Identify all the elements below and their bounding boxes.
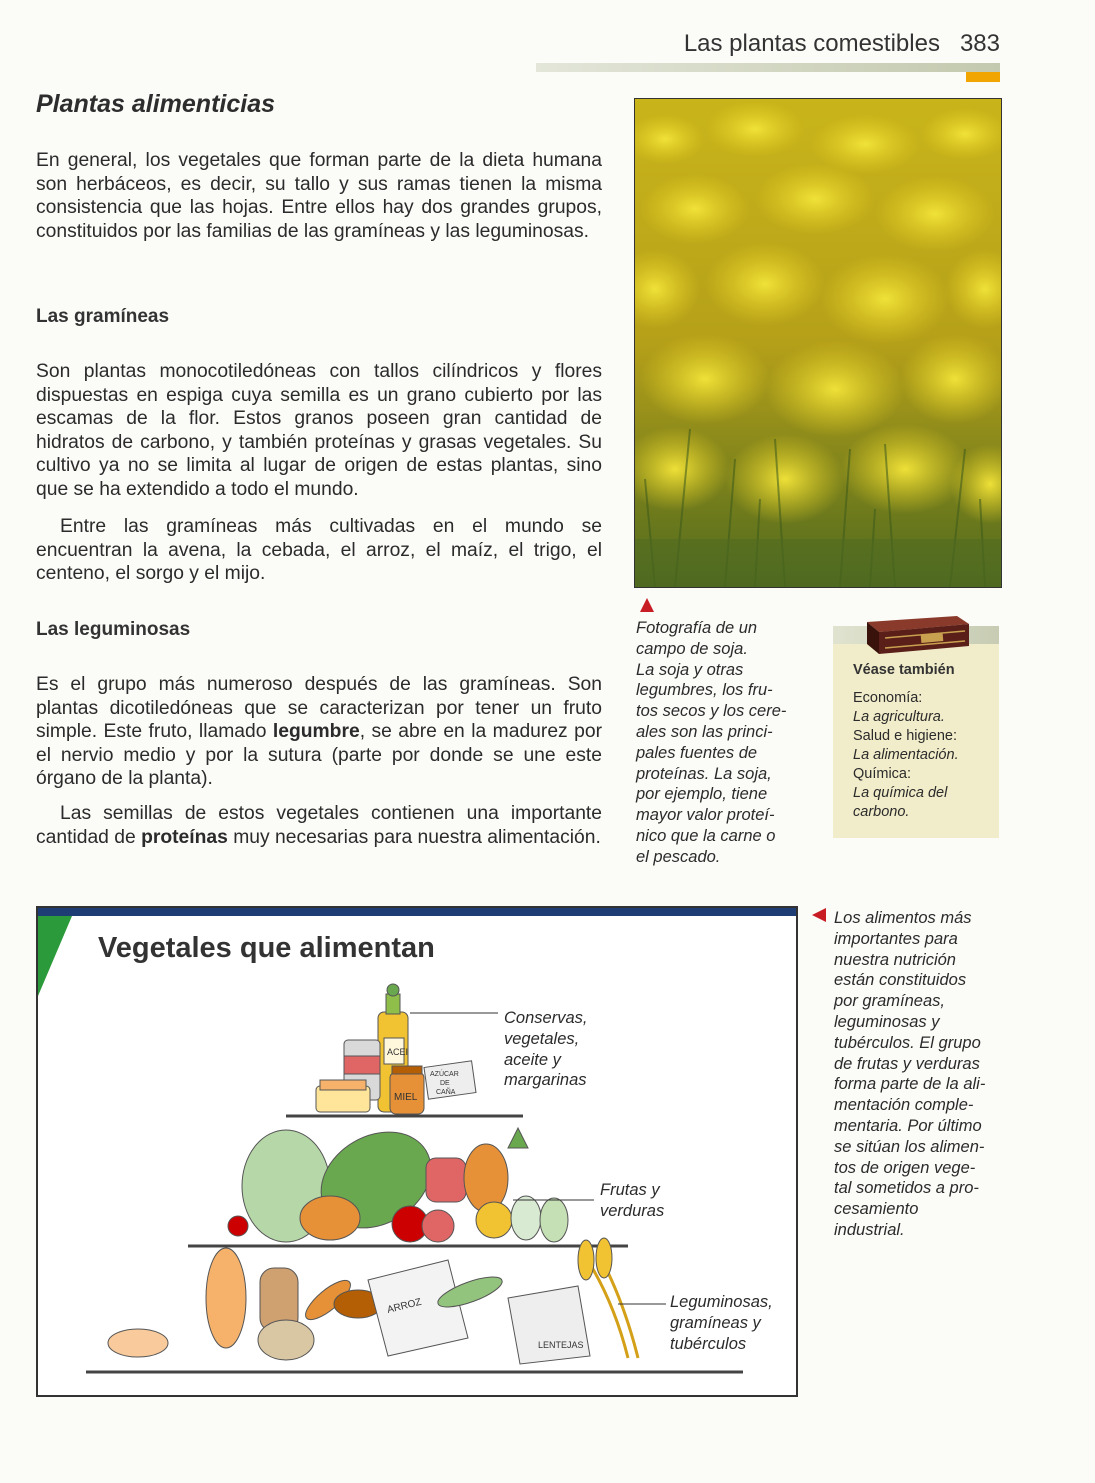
legumes-grains-group [108, 1238, 638, 1364]
caption-line: tos de origen vege- [834, 1158, 976, 1177]
caption-line: mentación comple- [834, 1096, 974, 1115]
see-also-link-quimica[interactable]: La química del [853, 785, 948, 801]
sugar-label-3: CAÑA [436, 1089, 456, 1096]
gramineas-paragraph-1: Son plantas monocotiledóneas con tallos cilíndricos y flores dispuestas en espiga cuya semilla es un grano cubierto por las escamas de la flor. Estos granos poseen gran cantidad de hidratos de carbono, y también proteínas y grasas vegetales. Su cultivo ya no se limita al lugar de origen de estas plantas, sino que se ha extendido a todo el mundo. [36, 361, 602, 500]
caption-line: proteínas. La soja, [636, 764, 772, 783]
corn [206, 1248, 246, 1348]
soy-field-illustration [635, 99, 1001, 587]
label-fruits [600, 1180, 664, 1222]
see-also-subject: Economía: [853, 690, 923, 706]
caption-line: ales son las princi- [636, 722, 773, 741]
intro-paragraph: En general, los vegetales que forman parte de la dieta humana son herbáceos, es decir, su tallo y sus ramas tienen la misma consistencia que las hojas. Entre ellos hay dos grandes grupos, constituidos por las familias de las gramíneas y las leguminosas. [36, 150, 602, 242]
label-legumes [670, 1292, 773, 1354]
see-also-list [853, 689, 959, 822]
side-caption-marker-icon [812, 908, 826, 922]
caption-line: se sitúan los alimen- [834, 1137, 985, 1156]
diagram-title: Vegetales que alimentan [98, 932, 435, 964]
leguminosas-paragraph-2 [36, 802, 602, 849]
caption-line: forma parte de la ali- [834, 1075, 986, 1094]
see-also-subject: Salud e higiene: [853, 728, 957, 744]
label-line: verduras [600, 1201, 665, 1220]
soy-field-photo [634, 98, 1002, 588]
caption-line: campo de soja. [636, 639, 748, 658]
rice-label: ARROZ [386, 1296, 423, 1316]
see-also-box [833, 612, 999, 838]
side-caption [834, 908, 1004, 1241]
caption-line: cesamiento [834, 1200, 919, 1219]
subheading-gramineas: Las gramíneas [36, 306, 170, 327]
label-line: gramíneas y [670, 1313, 761, 1332]
gramineas-paragraph-2: Entre las gramíneas más cultivadas en el mundo se encuentran la avena, la cebada, el arroz, el maíz, el trigo, el centeno, el sorgo y el mijo. [36, 516, 602, 584]
papaya [464, 1144, 508, 1212]
label-line: aceite y [504, 1050, 561, 1069]
preserves-group [316, 984, 476, 1114]
caption-line: Fotografía de un [636, 619, 758, 637]
text-run: , se abre en la madurez por el nervio medio y por la sutura (parte por donde se une este órgano de la planta). [36, 721, 602, 789]
label-line: vegetales, [504, 1029, 580, 1048]
pear-1 [511, 1196, 541, 1240]
running-header [540, 30, 1000, 58]
caption-line: industrial. [834, 1220, 905, 1239]
fruits-vegetables-group [228, 1113, 568, 1247]
leguminosas-paragraph-1 [36, 673, 602, 791]
food-pyramid-diagram [36, 906, 798, 1397]
see-also-link-alimentacion[interactable]: La alimentación. [853, 747, 959, 763]
caption-line: nuestra nutrición [834, 950, 956, 969]
peanuts [108, 1329, 168, 1357]
caption-line: tubérculos. El grupo [834, 1033, 981, 1052]
lentils-bag [508, 1286, 590, 1364]
see-also-subject: Química: [853, 766, 912, 782]
strawberry [228, 1216, 248, 1236]
pear-2 [540, 1198, 568, 1242]
lemon [476, 1202, 512, 1238]
sugar-label-1: AZÚCAR [430, 1071, 459, 1078]
mango [300, 1196, 360, 1240]
potato [258, 1320, 314, 1360]
text-run: Las semillas de estos vegetales contienen una importante cantidad de [36, 803, 602, 848]
caption-line: legumbres, los fru- [636, 681, 773, 700]
subheading-leguminosas: Las leguminosas [36, 619, 191, 640]
see-also-title: Véase también [853, 662, 955, 678]
caption-marker-icon [640, 598, 654, 612]
header-accent [966, 72, 1000, 82]
caption-line: por gramíneas, [834, 992, 945, 1011]
chapter-title: Las plantas comestibles [683, 30, 940, 57]
lentils-label: LENTEJAS [538, 1340, 584, 1350]
text-run: Es el grupo más numeroso después de las gramíneas. Son plantas dicotiledóneas que se caracterizan por tener un fruto simple. Este fruto, llamado [36, 674, 602, 742]
text-run: muy necesarias para nuestra alimentación. [227, 826, 601, 848]
label-line: Leguminosas, [670, 1293, 773, 1311]
caption-line: nico que la carne o [636, 826, 776, 845]
label-line: margarinas [504, 1071, 587, 1090]
keyword-legumbre: legumbre [272, 721, 360, 742]
label-line: tubérculos [670, 1334, 747, 1353]
page-number: 383 [959, 30, 1000, 57]
caption-line: tal sometidos a pro- [834, 1179, 979, 1198]
sugar-label-2: DE [440, 1080, 450, 1087]
see-also-link-quimica-cont[interactable]: carbono. [853, 804, 910, 820]
caption-line: La soja y otras [636, 660, 744, 679]
label-line: Frutas y [600, 1181, 660, 1199]
caption-line: mentaria. Por último [834, 1116, 982, 1135]
caption-line: están constituidos [834, 971, 967, 990]
label-preserves [504, 1008, 587, 1091]
photo-caption [636, 618, 816, 868]
tomato-2 [422, 1210, 454, 1242]
see-also-link-agricultura[interactable]: La agricultura. [853, 709, 945, 725]
caption-line: de frutas y verduras [834, 1054, 980, 1073]
caption-line: Los alimentos más [834, 909, 972, 927]
label-line: Conservas, [504, 1009, 588, 1027]
oil-label: ACEI [387, 1047, 409, 1057]
caption-line: por ejemplo, tiene [636, 785, 768, 804]
caption-line: importantes para [834, 929, 958, 948]
keyword-proteinas: proteínas [141, 826, 228, 848]
honey-label: MIEL [394, 1092, 418, 1103]
caption-line: tos secos y los cere- [636, 702, 787, 721]
caption-line: el pescado. [636, 847, 721, 866]
caption-line: mayor valor proteí- [636, 806, 775, 825]
caption-line: pales fuentes de [636, 743, 758, 762]
pepper [426, 1158, 466, 1202]
header-rule [536, 63, 1000, 72]
caption-line: leguminosas y [834, 1012, 940, 1031]
section-title: Plantas alimenticias [36, 90, 276, 118]
book-icon [861, 612, 973, 656]
